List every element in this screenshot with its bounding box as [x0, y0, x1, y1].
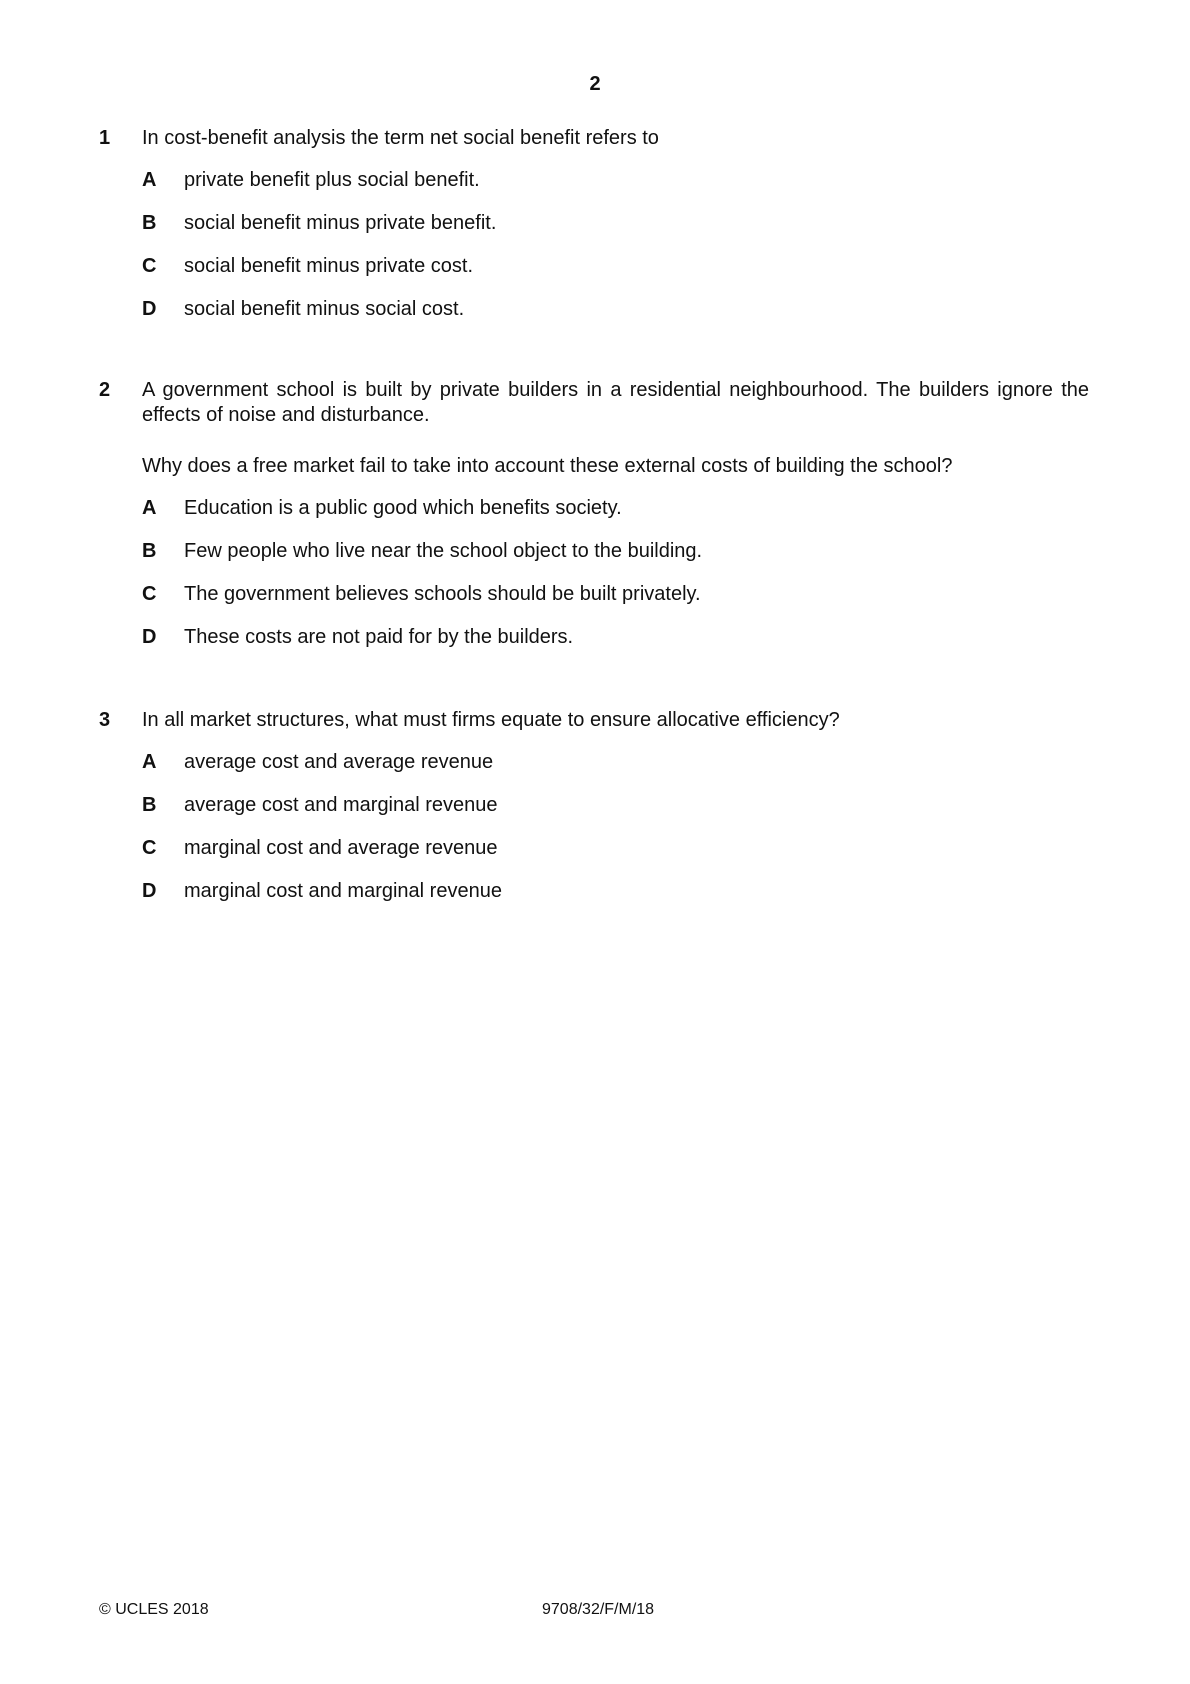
option-b: [142, 539, 1089, 564]
option-letter: B: [142, 540, 157, 562]
page-number: 2: [589, 73, 601, 95]
question-number: 2: [99, 379, 111, 401]
option-text: Education is a public good which benefits society.: [184, 497, 622, 519]
question-prompt: Why does a free market fail to take into account these external costs of building the school?: [142, 455, 953, 477]
option-text: The government believes schools should be built privately.: [184, 583, 701, 605]
question-3: [99, 708, 1089, 922]
option-a: [142, 750, 1089, 775]
question-number: 3: [99, 709, 111, 731]
paper-code: 9708/32/F/M/18: [542, 1601, 655, 1618]
option-letter: D: [142, 298, 157, 320]
option-d: [142, 297, 1089, 322]
option-d: [142, 625, 1089, 650]
option-text: These costs are not paid for by the builders.: [184, 626, 574, 648]
option-text: marginal cost and average revenue: [184, 837, 498, 859]
option-text: average cost and average revenue: [184, 751, 494, 773]
question-stem: In cost-benefit analysis the term net social benefit refers to: [142, 127, 659, 149]
option-b: [142, 211, 1089, 236]
option-letter: A: [142, 751, 157, 773]
option-letter: A: [142, 169, 157, 191]
option-letter: A: [142, 497, 157, 519]
option-text: average cost and marginal revenue: [184, 794, 498, 816]
option-letter: C: [142, 837, 157, 859]
question-number: 1: [99, 127, 111, 149]
option-a: [142, 496, 1089, 521]
option-letter: C: [142, 583, 157, 605]
option-a: [142, 168, 1089, 193]
option-c: [142, 582, 1089, 607]
option-d: [142, 879, 1089, 904]
question-stem: A government school is built by private builders in a residential neighbourhood. The builders ignore the effects of noise and disturbance.: [142, 379, 1089, 426]
question-1: [99, 126, 1089, 340]
question-2: [99, 378, 1089, 668]
option-text: marginal cost and marginal revenue: [184, 880, 502, 902]
option-c: [142, 254, 1089, 279]
answer-options: [142, 496, 1089, 650]
option-c: [142, 836, 1089, 861]
option-letter: D: [142, 626, 157, 648]
answer-options: [142, 750, 1089, 904]
option-letter: C: [142, 255, 157, 277]
option-letter: B: [142, 794, 157, 816]
option-text: private benefit plus social benefit.: [184, 169, 480, 191]
option-text: Few people who live near the school object to the building.: [184, 540, 703, 562]
question-stem: In all market structures, what must firms equate to ensure allocative efficiency?: [142, 709, 840, 731]
option-letter: B: [142, 212, 157, 234]
option-letter: D: [142, 880, 157, 902]
answer-options: [142, 168, 1089, 322]
option-text: social benefit minus private benefit.: [184, 212, 497, 234]
option-b: [142, 793, 1089, 818]
option-text: social benefit minus private cost.: [184, 255, 474, 277]
option-text: social benefit minus social cost.: [184, 298, 465, 320]
copyright-notice: © UCLES 2018: [99, 1601, 209, 1618]
